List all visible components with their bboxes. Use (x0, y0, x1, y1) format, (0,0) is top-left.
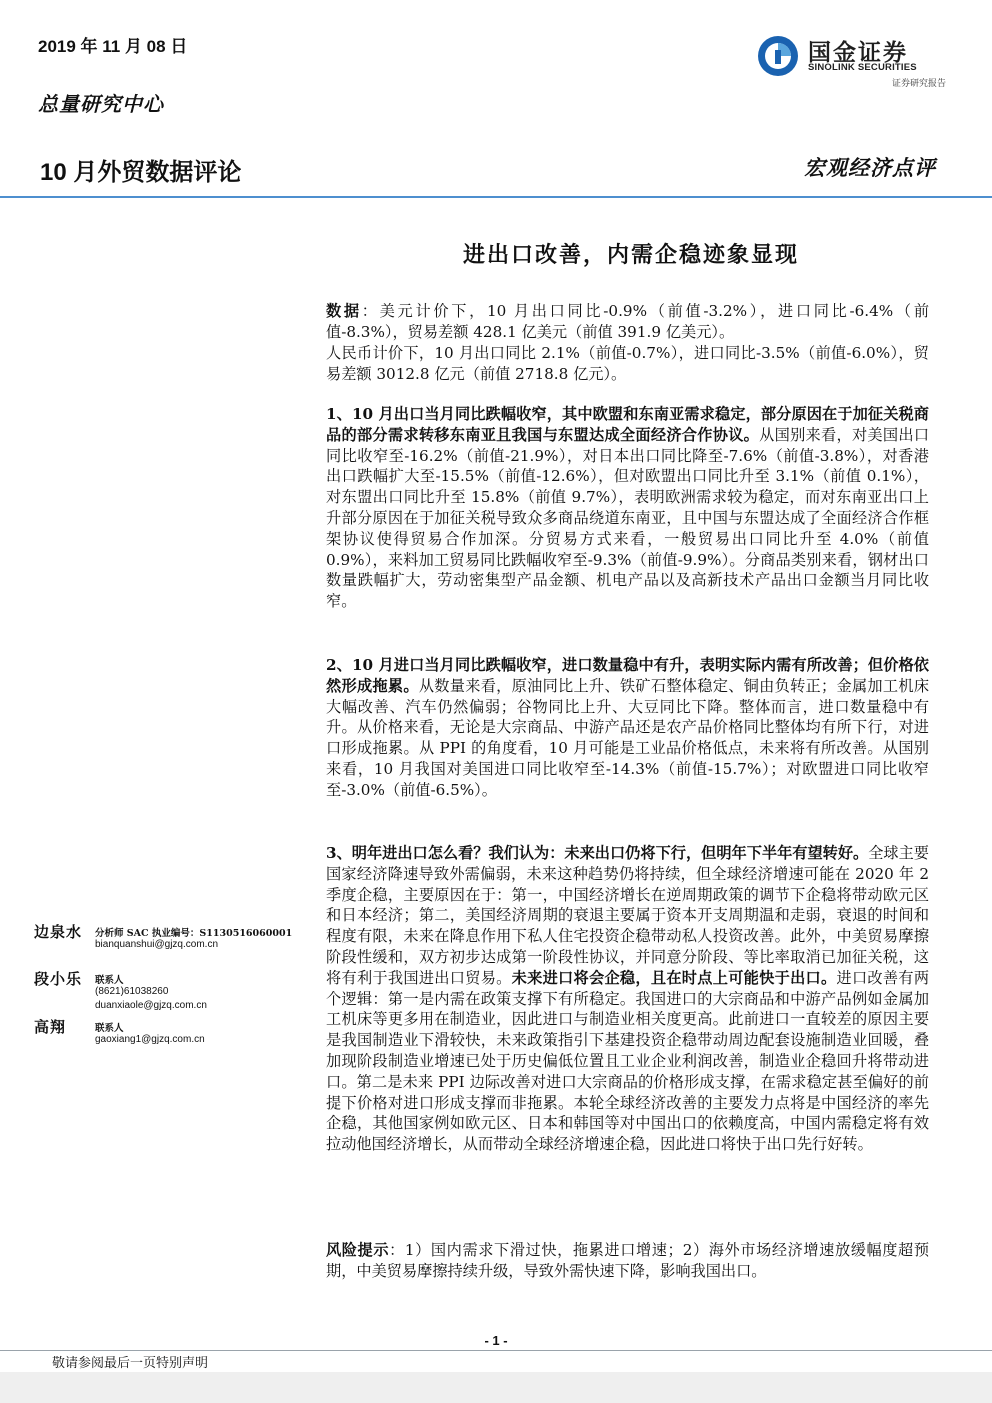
footer-band (0, 1372, 992, 1403)
point-3-body-2: 进口改善有两个逻辑：第一是内需在政策支撑下有所稳定。我国进口的大宗商品和中游产品例如金属加工机床等更多用在制造业，因此进口与制造业相关度更高。此前进口一直较差的原因主要是我国制造业下滑较快，未来政策指引下基建投资企稳带动周边配套设施制造业回暖，叠加现阶段制造业增速已处于历史偏低位置且工业企业利润改善，制造业企稳回升将带动进口。第二是未来 PPI 边际改善对进口大宗商品的价格形成支撑，在需求稳定甚至偏好的前提下价格对进口形成支撑而非拖累。本轮全球经济改善的主要发力点将是中国经济的率先企稳，其他国家例如欧元区、日本和韩国等对中国出口的依赖度高，中国内需稳定将有效拉动他国经济增长，从而带动全球经济增速企稳，因此进口将快于出口先行好转。 (326, 968, 929, 1154)
footer-divider (0, 1350, 992, 1351)
risk-label: 风险提示 (326, 1241, 390, 1259)
company-logo (756, 32, 952, 90)
risk-paragraph (326, 1240, 929, 1282)
author-email: bianquanshui@gjzq.com.cn (95, 939, 219, 950)
author-email: duanxiaole@gjzq.com.cn (95, 1000, 207, 1011)
point-2-heading: 2、10 月进口当月同比跌幅收窄，进口数量稳中有升，表明实际内需有所改善；但价格依然形成拖累。 (326, 656, 929, 695)
point-1-heading: 1、10 月出口当月同比跌幅收窄，其中欧盟和东南亚需求稳定，部分原因在于加征关税商品的部分需求转移东南亚且我国与东盟达成全面经济合作协议。 (326, 405, 929, 444)
point-2-body: 从数量来看，原油同比上升、铁矿石整体稳定、铜由负转正；金属加工机床大幅改善、汽车仍然偏弱；谷物同比上升、大豆同比下降。整体而言，进口数量稳中有升。从价格来看，无论是大宗商品、中游产品还是农产品价格同比整体均有所下行，对进口形成拖累。从 PPI 的角度看，10 月可能是工业品价格低点，未来将有所改善。从国别来看，10 月我国对美国进口同比收窄至-14.3%（前值-15.7%）；对欧盟进口同比收窄至-3.0%（前值-6.5%）。 (326, 676, 929, 799)
author-role: 联系人 (95, 1023, 124, 1034)
author-email: gaoxiang1@gjzq.com.cn (95, 1034, 205, 1045)
data-label: 数据 (326, 302, 362, 320)
risk-text: ：1）国内需求下滑过快，拖累进口增速；2）海外市场经济增速放缓幅度超预期，中美贸易摩擦持续升级，导致外需快速下降，影响我国出口。 (326, 1241, 930, 1280)
data-paragraph (326, 301, 929, 343)
point-1-body: 从国别来看，对美国出口同比收窄至-16.2%（前值-21.9%），对日本出口同比降至-7.6%（前值-3.8%），对香港出口跌幅扩大至-15.5%（前值-12.6%），但对欧盟出口同比升至 3.1%（前值 0.1%），对东盟出口同比升至 15.8%（前值 9.7%），表明欧洲需求较为稳定，而对东南亚出口上升部分原因在于加征关税导致众多商品绕道东南亚，且中国与东盟达成了全面经济合作框架协议使得贸易合作加深。分贸易方式来看，一般贸易出口同比升至 4.0%（前值 0.9%），来料加工贸易同比跌幅收窄至-9.3%（前值-9.9%）。分商品类别来看，钢材出口数量跌幅扩大，劳动密集型产品金额、机电产品以及高新技术产品出口金额当月同比收窄。 (326, 425, 929, 611)
author-role: 联系人 (95, 975, 124, 986)
author-name: 段小乐 (34, 970, 83, 988)
report-date: 2019 年 11 月 08 日 (38, 37, 188, 56)
data-rmb-paragraph (326, 343, 929, 385)
sinolink-logo-icon (756, 34, 800, 78)
logo-brand-en: SINOLINK SECURITIES (808, 62, 917, 73)
author-role: 分析师 SAC 执业编号：S1130516060001 (95, 928, 293, 939)
point-3-paragraph (326, 843, 929, 1155)
headline: 进出口改善，内需企稳迹象显现 (462, 242, 799, 268)
data-rmb-line: 人民币计价下，10 月出口同比 2.1%（前值-0.7%），进口同比-3.5%（前值-6.0%），贸易差额 3012.8 亿元（前值 2718.8 亿元）。 (326, 344, 929, 383)
point-2-paragraph (326, 655, 929, 801)
report-type: 宏观经济点评 (804, 155, 936, 180)
point-3-heading-2: 未来进口将会企稳，且在时点上可能快于出口。 (511, 968, 837, 987)
department-name: 总量研究中心 (38, 92, 164, 116)
author-name: 高翔 (34, 1018, 67, 1036)
report-title: 10 月外贸数据评论 (40, 159, 242, 186)
logo-subtitle: 证券研究报告 (891, 79, 946, 89)
data-usd-line: ：美元计价下，10 月出口同比-0.9%（前值-3.2%），进口同比-6.4%（前值-8.3%），贸易差额 428.1 亿美元（前值 391.9 亿美元）。 (326, 302, 930, 341)
point-3-body: 全球主要国家经济降速导致外需偏弱，未来这种趋势仍将持续，但全球经济增速可能在 2020 年 2 季度企稳，主要原因在于：第一，中国经济增长在逆周期政策的调节下企稳将带动欧元区和日本经济；第二，美国经济周期的衰退主要属于资本开支周期温和走弱，衰退的时间和程度有限，未来在降息作用下私人住宅投资企稳带动私人投资改善。此外，中美贸易摩擦阶段性缓和，双方初步达成第一阶段性协议，并同意分阶段、等比率取消已加征关税，这将有利于我国进出口贸易。 (326, 844, 929, 987)
footer-disclaimer-note: 敬请参阅最后一页特别声明 (52, 1356, 209, 1371)
header-divider (0, 196, 992, 198)
logo-brand-cn: 国金证券 (808, 39, 908, 65)
author-name: 边泉水 (34, 923, 83, 941)
point-3-heading: 3、明年进出口怎么看？我们认为：未来出口仍将下行，但明年下半年有望转好。 (326, 844, 869, 862)
author-phone: (8621)61038260 (95, 986, 169, 997)
point-1-paragraph (326, 404, 929, 612)
page-number: - 1 - (484, 1333, 508, 1348)
